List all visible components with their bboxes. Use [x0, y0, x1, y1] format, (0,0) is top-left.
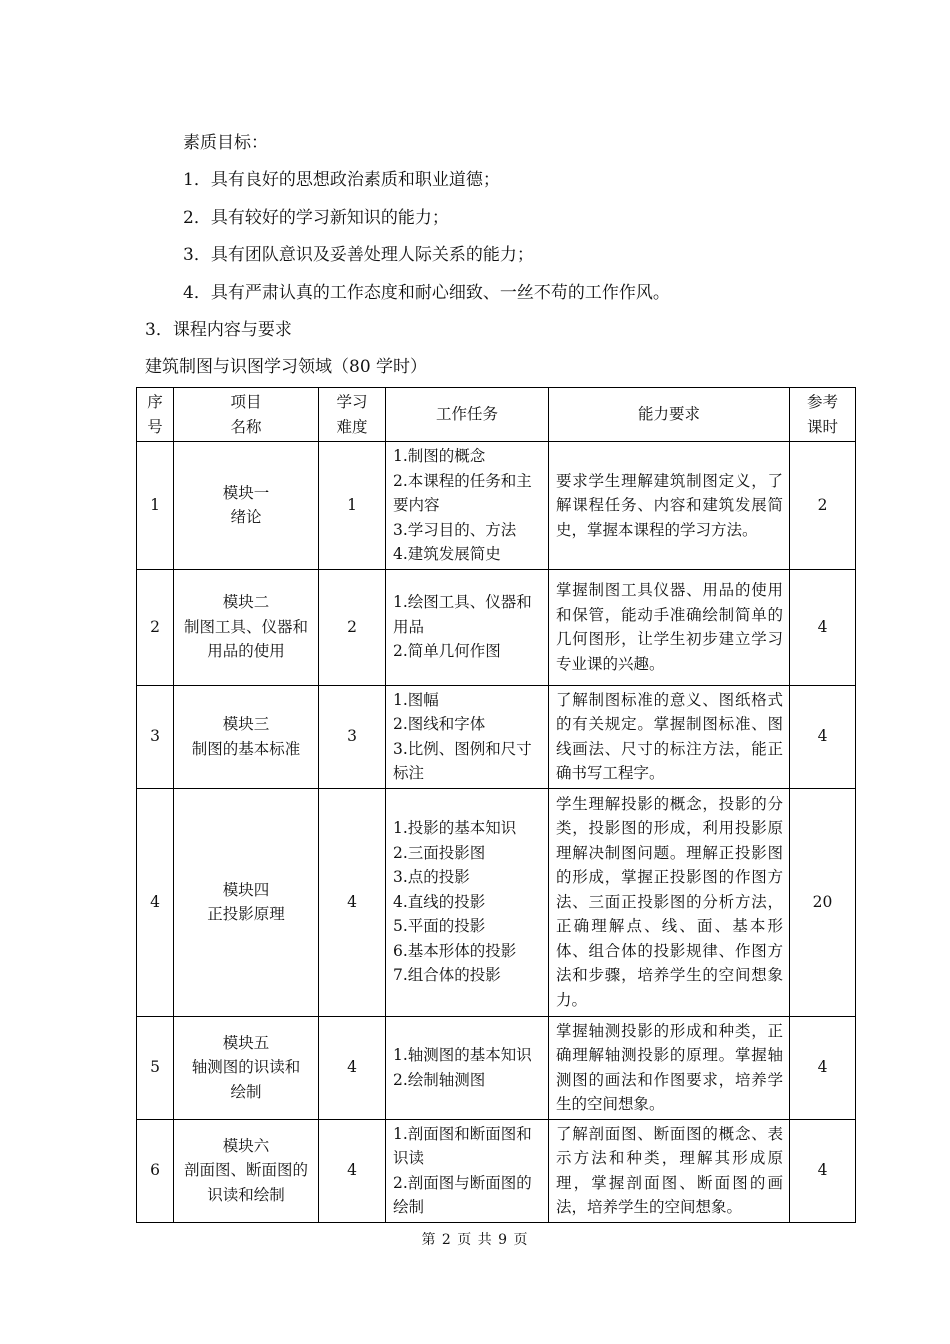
task-item: 4.直线的投影: [393, 892, 486, 911]
table-row: [137, 685, 856, 788]
row-difficulty-cell: 4: [319, 1016, 386, 1119]
row-hours-cell: 20: [790, 788, 856, 1016]
module-name-line: 绪论: [230, 508, 262, 527]
quality-goal-1: 1．具有良好的思想政治素质和职业道德；: [183, 170, 500, 190]
header-index-line: 号: [147, 417, 163, 436]
row-index-cell: 4: [137, 788, 174, 1016]
header-name-line: 名称: [230, 417, 262, 436]
header-difficulty: [319, 388, 386, 442]
task-item: 2.三面投影图: [393, 843, 486, 862]
module-name-line: 绘制: [230, 1082, 262, 1101]
task-item: 3.点的投影: [393, 868, 470, 887]
row-index-cell: 2: [137, 569, 174, 685]
header-index-line: 序: [147, 393, 163, 411]
module-name-line: 制图的基本标准: [191, 739, 301, 758]
row-difficulty-cell: 4: [319, 1119, 386, 1222]
row-tasks-cell: [386, 788, 549, 1016]
row-difficulty-cell: 3: [319, 685, 386, 788]
row-ability-cell: 了解制图标准的意义、图纸格式的有关规定。掌握制图标准、图线画法、尺寸的标注方法，能正确书写工程字。: [549, 685, 790, 788]
row-index-cell: 1: [137, 442, 174, 570]
page-footer: 第 2 页 共 9 页: [421, 1232, 529, 1248]
task-item: 3.学习目的、方法: [393, 520, 517, 539]
module-name-line: 模块二: [222, 593, 270, 612]
row-name-cell: [174, 442, 319, 570]
task-item: 1.图幅: [393, 690, 439, 709]
table-header-row: [137, 388, 856, 442]
header-hours-line: 参考: [806, 393, 838, 411]
row-name-cell: [174, 685, 319, 788]
module-name-line: 轴测图的识读和: [191, 1058, 301, 1077]
row-hours-cell: 2: [790, 442, 856, 570]
header-difficulty-line: 学习: [336, 393, 368, 411]
header-name-line: 项目: [230, 393, 262, 411]
row-tasks-cell: [386, 442, 549, 570]
module-name-line: 模块四: [222, 880, 270, 899]
row-hours-cell: 4: [790, 685, 856, 788]
header-index: [137, 388, 174, 442]
row-hours-cell: 4: [790, 569, 856, 685]
task-item: 3.比例、图例和尺寸标注: [393, 739, 532, 782]
row-tasks-cell: [386, 1016, 549, 1119]
task-item: 1.剖面图和断面图和识读: [393, 1124, 532, 1167]
row-tasks-cell: [386, 685, 549, 788]
row-name-cell: [174, 1016, 319, 1119]
row-ability-cell: 了解剖面图、断面图的概念、表示方法和种类，理解其形成原理，掌握剖面图、断面图的画法，培养学生的空间想象。: [549, 1119, 790, 1222]
module-name-line: 用品的使用: [207, 642, 285, 661]
task-item: 4.建筑发展简史: [393, 545, 501, 563]
row-name-cell: [174, 1119, 319, 1222]
header-hours-line: 课时: [806, 417, 838, 436]
header-tasks: 工作任务: [386, 388, 549, 442]
course-content-table: [136, 387, 856, 1223]
task-item: 1.轴测图的基本知识: [393, 1046, 532, 1064]
row-ability-cell: 掌握轴测投影的形成和种类，正确理解轴测投影的原理。掌握轴测图的画法和作图要求，培养学生的空间想象。: [549, 1016, 790, 1119]
row-ability-cell: 掌握制图工具仪器、用品的使用和保管，能动手准确绘制简单的几何图形，让学生初步建立学习专业课的兴趣。: [549, 569, 790, 685]
row-index-cell: 5: [137, 1016, 174, 1119]
row-difficulty-cell: 2: [319, 569, 386, 685]
row-tasks-cell: [386, 569, 549, 685]
task-item: 5.平面的投影: [393, 917, 486, 936]
header-name: [174, 388, 319, 442]
row-hours-cell: 4: [790, 1016, 856, 1119]
module-name-line: 正投影原理: [207, 905, 285, 923]
task-item: 2.本课程的任务和主要内容: [393, 471, 532, 514]
module-name-line: 制图工具、仪器和: [183, 617, 308, 636]
table-row: [137, 1016, 856, 1119]
task-item: 1.制图的概念: [393, 447, 486, 465]
quality-goal-2: 2．具有较好的学习新知识的能力；: [183, 208, 449, 228]
task-item: 2.简单几何作图: [393, 642, 501, 661]
task-item: 1.投影的基本知识: [393, 819, 517, 838]
task-item: 1.绘图工具、仪器和用品: [393, 593, 532, 636]
row-tasks-cell: [386, 1119, 549, 1222]
row-ability-cell: 要求学生理解建筑制图定义，了解课程任务、内容和建筑发展简史，掌握本课程的学习方法。: [549, 442, 790, 570]
row-name-cell: [174, 788, 319, 1016]
module-name-line: 模块一: [222, 483, 270, 502]
row-hours-cell: 4: [790, 1119, 856, 1222]
header-hours: [790, 388, 856, 442]
module-name-line: 模块五: [222, 1033, 270, 1052]
quality-goal-3: 3．具有团队意识及妥善处理人际关系的能力；: [183, 245, 534, 265]
module-name-line: 剖面图、断面图的: [183, 1161, 308, 1180]
table-caption: 建筑制图与识图学习领域（80 学时）: [145, 357, 428, 377]
section-heading: 3．课程内容与要求: [145, 320, 292, 340]
row-index-cell: 3: [137, 685, 174, 788]
task-item: 7.组合体的投影: [393, 966, 501, 985]
task-item: 2.绘制轴测图: [393, 1070, 486, 1089]
row-difficulty-cell: 1: [319, 442, 386, 570]
table-row: [137, 788, 856, 1016]
module-name-line: 识读和绘制: [207, 1185, 285, 1204]
quality-goal-4: 4．具有严肃认真的工作态度和耐心细致、一丝不苟的工作作风。: [183, 283, 670, 303]
table-row: [137, 1119, 856, 1222]
module-name-line: 模块六: [222, 1136, 270, 1155]
quality-goals-title: 素质目标：: [183, 133, 268, 153]
table-row: [137, 442, 856, 570]
row-ability-cell: 学生理解投影的概念，投影的分类，投影图的形成，利用投影原理解决制图问题。理解正投影图的形成，掌握正投影图的作图方法、三面正投影图的分析方法，正确理解点、线、面、基本形体、组合体的投影规律、作图方法和步骤，培养学生的空间想象力。: [549, 788, 790, 1016]
header-difficulty-line: 难度: [336, 417, 368, 436]
table-row: [137, 569, 856, 685]
task-item: 2.图线和字体: [393, 715, 486, 733]
header-ability: 能力要求: [549, 388, 790, 442]
table-body: [137, 442, 856, 1223]
task-item: 2.剖面图与断面图的绘制: [393, 1173, 532, 1216]
task-item: 6.基本形体的投影: [393, 941, 517, 960]
row-index-cell: 6: [137, 1119, 174, 1222]
row-difficulty-cell: 4: [319, 788, 386, 1016]
module-name-line: 模块三: [222, 715, 270, 733]
row-name-cell: [174, 569, 319, 685]
